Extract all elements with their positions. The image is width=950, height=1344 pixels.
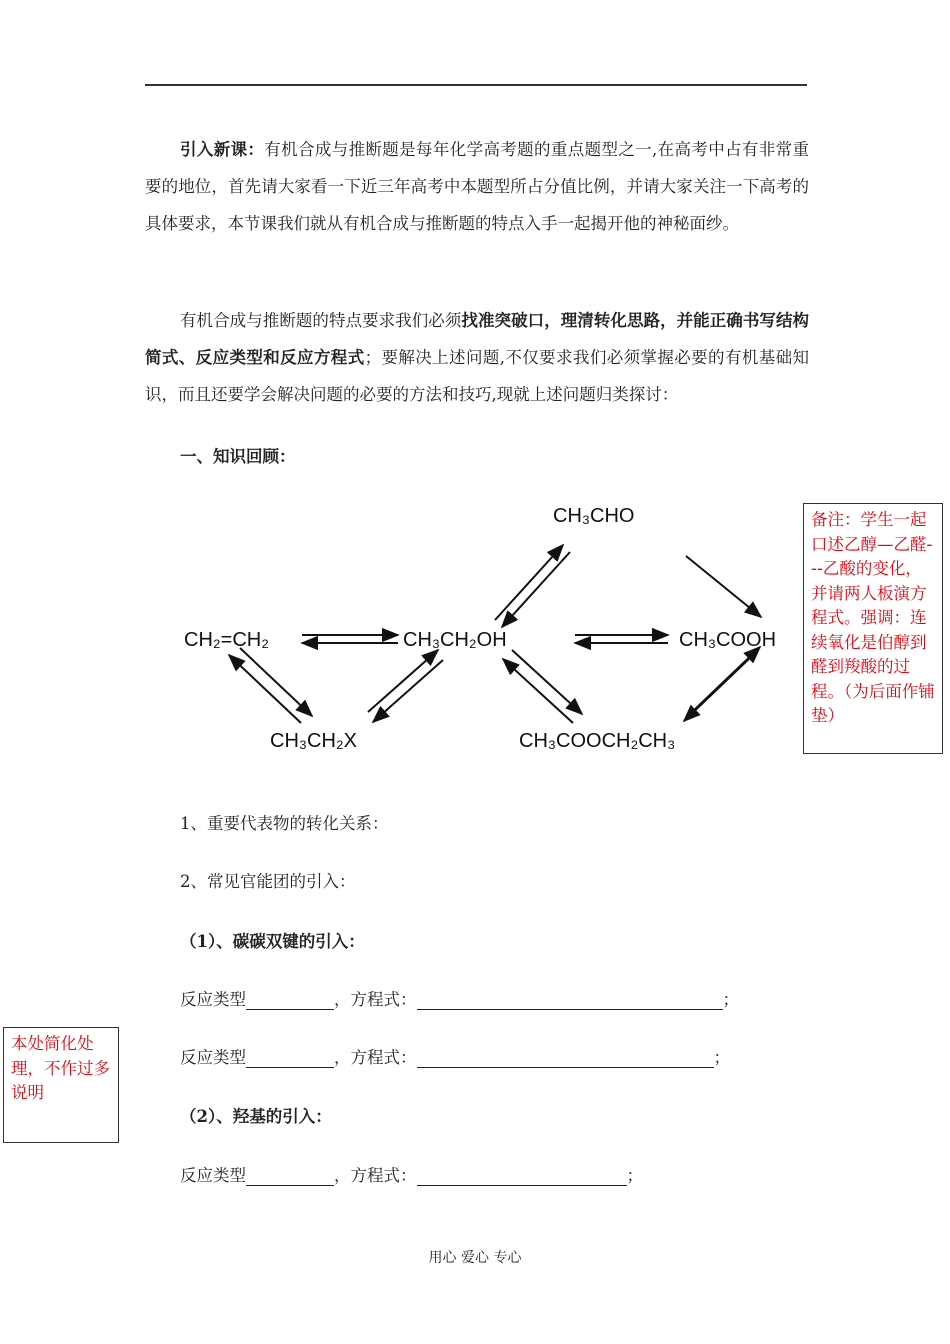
ethanol-to-haloethane-arrow: [373, 660, 443, 722]
reaction-type-label: 反应类型: [180, 990, 246, 1009]
ester-to-ethanol-arrow: [503, 659, 573, 723]
reaction-type-blank[interactable]: [246, 1049, 334, 1068]
subheading-double-bond: （1）、碳碳双键的引入：: [180, 932, 365, 951]
reaction-type-label: 反应类型: [180, 1048, 246, 1067]
ester-to-acid-arrow: [692, 647, 760, 712]
subheading-hydroxyl: （2）、羟基的引入：: [180, 1107, 332, 1126]
ethanol-to-aldehyde-arrow: [495, 545, 563, 620]
reaction-type-label: 反应类型: [180, 1166, 246, 1185]
equation-label: ，方程式：: [334, 990, 417, 1009]
aldehyde-to-ethanol-arrow: [502, 552, 570, 627]
equation-blank[interactable]: [417, 1049, 714, 1068]
haloethane-to-ethanol-arrow: [368, 650, 438, 712]
section-heading-review: 一、知识回顾：: [180, 447, 296, 466]
teacher-note-left: 本处简化处理，不作过多说明: [3, 1027, 119, 1143]
row-end: ；: [722, 990, 739, 1009]
ethene-to-haloethane-arrow: [240, 648, 312, 716]
fill-row-2: [180, 1044, 730, 1068]
acetic-acid-formula: CH₃COOH: [679, 629, 777, 651]
features-bold: 找准突破口，理清转化思路，并能正确书写结构简式、反应类型和反应方程式: [145, 311, 810, 367]
fill-row-1: [180, 986, 739, 1010]
equation-label: ，方程式：: [334, 1166, 417, 1185]
row-end: ；: [713, 1048, 730, 1067]
equation-blank[interactable]: [417, 1167, 627, 1186]
fill-row-3: [180, 1162, 643, 1186]
ethyl-acetate-formula: CH₃COOCH₂CH₃: [519, 730, 676, 752]
features-paragraph: [145, 302, 809, 413]
equation-blank[interactable]: [417, 991, 723, 1010]
haloethane-formula: CH₃CH₂X: [270, 730, 358, 752]
item-conversion-relations: 1、重要代表物的转化关系：: [180, 814, 389, 833]
ethanol-formula: CH₃CH₂OH: [403, 629, 507, 651]
intro-label: 引入新课：: [180, 140, 265, 159]
row-end: ；: [626, 1166, 643, 1185]
item-functional-groups: 2、常见官能团的引入：: [180, 872, 356, 891]
features-pre: 有机合成与推断题的特点要求我们必须: [180, 311, 462, 330]
page-footer: 用心 爱心 专心: [428, 1250, 522, 1266]
intro-paragraph: [145, 131, 809, 242]
equation-label: ，方程式：: [334, 1048, 417, 1067]
aldehyde-to-acid-arrow: [686, 556, 761, 617]
intro-text: 有机合成与推断题是每年化学高考题的重点题型之一,在高考中占有非常重要的地位，首先请大家看一下近三年高考中本题型所占分值比例，并请大家关注一下高考的具体要求，本节课我们就从有机合成与推断题的特点入手一起揭开他的神秘面纱。: [145, 140, 810, 233]
ethene-formula: CH₂=CH₂: [184, 629, 269, 651]
acetaldehyde-formula: CH₃CHO: [553, 505, 635, 527]
reaction-type-blank[interactable]: [246, 991, 334, 1010]
teacher-note-right: 备注：学生一起口述乙醇—乙醛---乙酸的变化，并请两人板演方程式。强调：连续氧化是伯醇到醛到羧酸的过程。（为后面作铺垫）: [803, 503, 943, 754]
ethanol-to-ester-arrow: [512, 650, 582, 714]
header-rule: [145, 84, 807, 86]
haloethane-to-ethene-arrow: [229, 655, 301, 723]
reaction-type-blank[interactable]: [246, 1167, 334, 1186]
features-post: ；要解决上述问题,不仅要求我们必须掌握必要的有机基础知识，而且还要学会解决问题的必要的方法和技巧,现就上述问题归类探讨：: [145, 348, 810, 404]
